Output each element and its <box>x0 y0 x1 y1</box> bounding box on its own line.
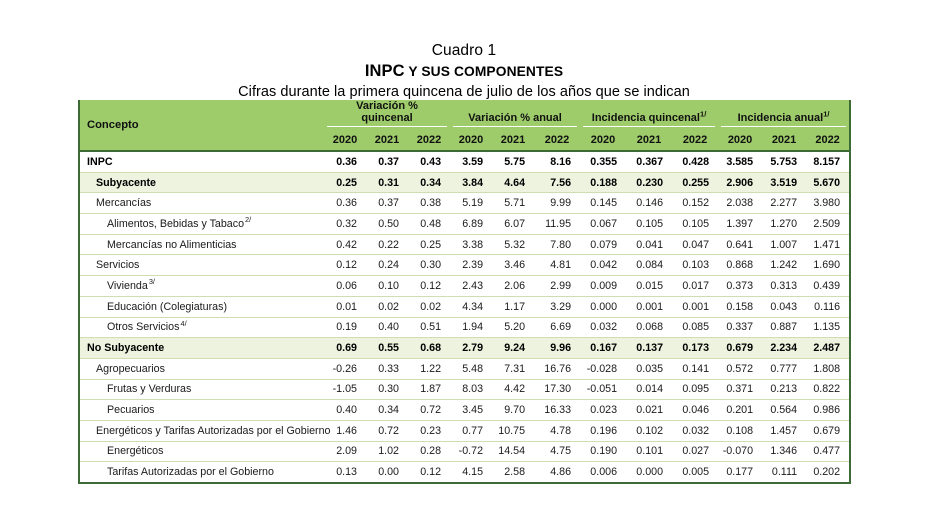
table-cell-value: 0.043 <box>762 296 806 317</box>
row-label-text: Energéticos <box>107 445 164 458</box>
row-label-text: Energéticos y Tarifas Autorizadas por el Gobierno <box>96 424 331 437</box>
table-cell-value: 0.37 <box>366 193 408 214</box>
footnote-ref-incidencia-quincenal: 1/ <box>699 109 707 119</box>
table-cell-value: 5.75 <box>492 151 534 172</box>
table-cell-value: 4.81 <box>534 255 580 276</box>
table-cell-value: 0.202 <box>806 462 850 483</box>
table-cell-value: 0.102 <box>626 420 672 441</box>
table-cell-value: -0.051 <box>580 379 626 400</box>
page-title-acronym: INPC <box>364 62 405 80</box>
table-cell-value: 8.157 <box>806 151 850 172</box>
column-group-incidencia-anual-label <box>721 109 846 127</box>
table-cell-value: 0.001 <box>626 296 672 317</box>
table-cell-value: 7.56 <box>534 172 580 193</box>
table-cell-value: 8.16 <box>534 151 580 172</box>
table-cell-value: 0.014 <box>626 379 672 400</box>
row-label <box>79 338 324 359</box>
table-cell-value: 0.01 <box>324 296 366 317</box>
table-cell-value: 5.32 <box>492 234 534 255</box>
inpc-table <box>78 100 851 484</box>
table-cell-value: 0.12 <box>324 255 366 276</box>
column-header-year-6: 2022 <box>534 129 580 151</box>
table-row <box>79 379 850 400</box>
table-cell-value: 0.371 <box>718 379 762 400</box>
document-titles <box>0 41 928 102</box>
table-row <box>79 317 850 338</box>
table-cell-value: 0.023 <box>580 400 626 421</box>
table-cell-value: 0.42 <box>324 234 366 255</box>
table-cell-value: 0.72 <box>366 420 408 441</box>
table-cell-value: 0.367 <box>626 151 672 172</box>
table-cell-value: 0.23 <box>408 420 450 441</box>
table-cell-value: 1.346 <box>762 441 806 462</box>
table-cell-value: 0.887 <box>762 317 806 338</box>
table-cell-value: 0.145 <box>580 193 626 214</box>
table-cell-value: 0.31 <box>366 172 408 193</box>
page-subtitle: Cifras durante la primera quincena de julio de los años que se indican <box>238 84 690 100</box>
table-cell-value: 0.12 <box>408 462 450 483</box>
column-group-incidencia-anual <box>718 100 850 129</box>
table-cell-value: 5.48 <box>450 358 492 379</box>
table-cell-value: 0.36 <box>324 193 366 214</box>
table-cell-value: 4.64 <box>492 172 534 193</box>
table-row <box>79 214 850 235</box>
table-cell-value: 0.24 <box>366 255 408 276</box>
table-cell-value: 0.30 <box>408 255 450 276</box>
table-cell-value: 0.006 <box>580 462 626 483</box>
row-label-text: Educación (Colegiaturas) <box>107 300 227 313</box>
table-cell-value: -1.05 <box>324 379 366 400</box>
table-cell-value: 0.173 <box>672 338 718 359</box>
table-cell-value: 0.32 <box>324 214 366 235</box>
row-label-text: No Subyacente <box>87 342 165 355</box>
table-cell-value: 17.30 <box>534 379 580 400</box>
table-cell-value: 3.519 <box>762 172 806 193</box>
column-group-incidencia-quincenal-label <box>583 109 715 127</box>
table-cell-value: 0.046 <box>672 400 718 421</box>
table-cell-value: 0.095 <box>672 379 718 400</box>
table-cell-value: 6.07 <box>492 214 534 235</box>
table-cell-value: 3.45 <box>450 400 492 421</box>
table-cell-value: 0.085 <box>672 317 718 338</box>
column-header-year-10: 2020 <box>718 129 762 151</box>
table-cell-value: 0.43 <box>408 151 450 172</box>
incidencia-quincenal-text: Incidencia quincenal <box>591 112 700 124</box>
column-header-year-5: 2021 <box>492 129 534 151</box>
table-cell-value: 0.084 <box>626 255 672 276</box>
table-cell-value: 0.34 <box>408 172 450 193</box>
row-label-text: Pecuarios <box>107 404 155 417</box>
table-cell-value: 0.00 <box>366 462 408 483</box>
table-cell-value: 1.02 <box>366 441 408 462</box>
table-cell-value: 0.313 <box>762 276 806 297</box>
table-cell-value: 1.135 <box>806 317 850 338</box>
table-cell-value: 11.95 <box>534 214 580 235</box>
table-cell-value: 1.007 <box>762 234 806 255</box>
footnote-ref: 2/ <box>245 215 252 225</box>
table-cell-value: 5.670 <box>806 172 850 193</box>
table-cell-value: 2.06 <box>492 276 534 297</box>
table-cell-value: 0.141 <box>672 358 718 379</box>
table-cell-value: 0.103 <box>672 255 718 276</box>
row-label <box>79 400 324 421</box>
table-cell-value: 0.50 <box>366 214 408 235</box>
table-cell-value: 0.19 <box>324 317 366 338</box>
table-cell-value: 0.68 <box>408 338 450 359</box>
table-cell-value: 0.48 <box>408 214 450 235</box>
column-header-year-11: 2021 <box>762 129 806 151</box>
table-cell-value: 0.137 <box>626 338 672 359</box>
footnote-ref: 3/ <box>148 277 155 287</box>
table-cell-value: 0.015 <box>626 276 672 297</box>
table-cell-value: 7.80 <box>534 234 580 255</box>
row-label-text: Otros Servicios <box>107 321 180 334</box>
table-cell-value: 3.29 <box>534 296 580 317</box>
table-cell-value: 4.86 <box>534 462 580 483</box>
table-cell-value: 14.54 <box>492 441 534 462</box>
table-row <box>79 276 850 297</box>
table-cell-value: 0.36 <box>324 151 366 172</box>
row-label <box>79 441 324 462</box>
table-cell-value: 0.40 <box>324 400 366 421</box>
column-header-year-2: 2021 <box>366 129 408 151</box>
table-cell-value: 8.03 <box>450 379 492 400</box>
table-cell-value: 9.24 <box>492 338 534 359</box>
table-row <box>79 255 850 276</box>
table-cell-value: 0.000 <box>580 296 626 317</box>
table-cell-value: 0.021 <box>626 400 672 421</box>
column-group-variacion-anual-label: Variación % anual <box>453 112 577 127</box>
table-cell-value: 6.69 <box>534 317 580 338</box>
table-cell-value: -0.72 <box>450 441 492 462</box>
table-cell-value: 0.868 <box>718 255 762 276</box>
table-cell-value: 3.980 <box>806 193 850 214</box>
table-cell-value: 5.71 <box>492 193 534 214</box>
table-cell-value: 7.31 <box>492 358 534 379</box>
table-cell-value: 16.33 <box>534 400 580 421</box>
table-cell-value: 10.75 <box>492 420 534 441</box>
table-cell-value: 0.213 <box>762 379 806 400</box>
column-group-variacion-quincenal <box>324 100 450 129</box>
table-cell-value: 0.30 <box>366 379 408 400</box>
table-cell-value: 0.177 <box>718 462 762 483</box>
table-cell-value: 0.000 <box>626 462 672 483</box>
table-cell-value: 2.58 <box>492 462 534 483</box>
column-header-concepto: Concepto <box>79 100 324 151</box>
table-row <box>79 358 850 379</box>
table-cell-value: 0.06 <box>324 276 366 297</box>
table-row <box>79 193 850 214</box>
table-cell-value: 3.585 <box>718 151 762 172</box>
page-title <box>0 61 928 82</box>
table-cell-value: -0.028 <box>580 358 626 379</box>
table-cell-value: 0.009 <box>580 276 626 297</box>
table-cell-value: 1.808 <box>806 358 850 379</box>
table-cell-value: 0.027 <box>672 441 718 462</box>
table-cell-value: 2.39 <box>450 255 492 276</box>
table-cell-value: 0.068 <box>626 317 672 338</box>
table-cell-value: 0.079 <box>580 234 626 255</box>
table-cell-value: 0.22 <box>366 234 408 255</box>
table-cell-value: 4.75 <box>534 441 580 462</box>
table-cell-value: 0.017 <box>672 276 718 297</box>
table-cell-value: 0.001 <box>672 296 718 317</box>
table-cell-value: 0.679 <box>718 338 762 359</box>
table-cell-value: 0.196 <box>580 420 626 441</box>
table-row <box>79 338 850 359</box>
row-label <box>79 234 324 255</box>
table-cell-value: 0.10 <box>366 276 408 297</box>
table-cell-value: 1.46 <box>324 420 366 441</box>
table-cell-value: 1.397 <box>718 214 762 235</box>
table-cell-value: 0.679 <box>806 420 850 441</box>
table-cell-value: 0.101 <box>626 441 672 462</box>
table-cell-value: 0.035 <box>626 358 672 379</box>
table-cell-value: 0.255 <box>672 172 718 193</box>
table-cell-value: 0.201 <box>718 400 762 421</box>
row-label <box>79 358 324 379</box>
table-cell-value: 0.032 <box>580 317 626 338</box>
table-number-label: Cuadro 1 <box>431 42 497 59</box>
table-cell-value: 0.72 <box>408 400 450 421</box>
table-cell-value: 0.146 <box>626 193 672 214</box>
table-cell-value: 1.471 <box>806 234 850 255</box>
table-cell-value: 0.477 <box>806 441 850 462</box>
table-row <box>79 151 850 172</box>
row-label-text: Frutas y Verduras <box>107 383 192 396</box>
table-cell-value: 0.067 <box>580 214 626 235</box>
table-cell-value: 1.457 <box>762 420 806 441</box>
table-cell-value: 5.19 <box>450 193 492 214</box>
footnote-ref-incidencia-anual: 1/ <box>823 109 830 119</box>
row-label-text: Vivienda <box>107 279 148 292</box>
table-cell-value: 3.38 <box>450 234 492 255</box>
table-cell-value: 0.042 <box>580 255 626 276</box>
table-cell-value: 0.986 <box>806 400 850 421</box>
table-cell-value: 4.78 <box>534 420 580 441</box>
column-header-year-8: 2021 <box>626 129 672 151</box>
table-cell-value: 0.108 <box>718 420 762 441</box>
row-label <box>79 296 324 317</box>
table-cell-value: 0.439 <box>806 276 850 297</box>
table-cell-value: 0.373 <box>718 276 762 297</box>
table-cell-value: 1.242 <box>762 255 806 276</box>
table-cell-value: 0.158 <box>718 296 762 317</box>
table-cell-value: 2.509 <box>806 214 850 235</box>
inpc-table-container <box>78 100 843 484</box>
table-cell-value: 2.43 <box>450 276 492 297</box>
table-cell-value: 0.33 <box>366 358 408 379</box>
table-cell-value: 0.190 <box>580 441 626 462</box>
row-label <box>79 151 324 172</box>
table-cell-value: 0.34 <box>366 400 408 421</box>
table-header <box>79 100 850 151</box>
row-label <box>79 420 331 441</box>
table-cell-value: 0.55 <box>366 338 408 359</box>
column-header-year-1: 2020 <box>324 129 366 151</box>
table-cell-value: 0.641 <box>718 234 762 255</box>
table-cell-value: 0.116 <box>806 296 850 317</box>
table-cell-value: 0.105 <box>672 214 718 235</box>
table-cell-value: 0.188 <box>580 172 626 193</box>
row-label <box>79 172 324 193</box>
row-label-text: Servicios <box>96 259 140 272</box>
table-cell-value: 0.152 <box>672 193 718 214</box>
table-cell-value: 4.34 <box>450 296 492 317</box>
table-cell-value: 1.690 <box>806 255 850 276</box>
table-cell-value: 1.17 <box>492 296 534 317</box>
table-cell-value: 0.51 <box>408 317 450 338</box>
table-row <box>79 462 850 483</box>
table-cell-value: 4.42 <box>492 379 534 400</box>
table-cell-value: 0.69 <box>324 338 366 359</box>
row-label <box>79 379 324 400</box>
table-row <box>79 296 850 317</box>
table-cell-value: 0.041 <box>626 234 672 255</box>
table-cell-value: 4.15 <box>450 462 492 483</box>
row-label <box>79 193 324 214</box>
row-label-text: Alimentos, Bebidas y Tabaco <box>107 217 245 230</box>
page-title-rest: Y SUS COMPONENTES <box>404 64 564 79</box>
table-cell-value: 2.038 <box>718 193 762 214</box>
table-cell-value: 5.20 <box>492 317 534 338</box>
table-cell-value: 2.09 <box>324 441 366 462</box>
row-label <box>79 255 324 276</box>
table-cell-value: 0.25 <box>324 172 366 193</box>
column-header-year-3: 2022 <box>408 129 450 151</box>
table-cell-value: 0.337 <box>718 317 762 338</box>
incidencia-anual-text: Incidencia anual <box>737 112 824 124</box>
row-label <box>79 214 324 235</box>
row-label-text: INPC <box>87 155 113 168</box>
table-cell-value: 0.28 <box>408 441 450 462</box>
table-cell-value: 2.234 <box>762 338 806 359</box>
table-cell-value: 9.96 <box>534 338 580 359</box>
table-cell-value: 0.38 <box>408 193 450 214</box>
table-row <box>79 234 850 255</box>
column-group-incidencia-quincenal <box>580 100 718 129</box>
table-cell-value: 2.277 <box>762 193 806 214</box>
row-label-text: Mercancías no Alimenticias <box>107 238 237 251</box>
row-label <box>79 276 324 297</box>
table-cell-value: 0.777 <box>762 358 806 379</box>
table-cell-value: 16.76 <box>534 358 580 379</box>
header-group-row <box>79 100 850 129</box>
table-body <box>79 151 850 483</box>
table-cell-value: 0.572 <box>718 358 762 379</box>
table-cell-value: 1.87 <box>408 379 450 400</box>
table-cell-value: 5.753 <box>762 151 806 172</box>
column-header-year-7: 2020 <box>580 129 626 151</box>
footnote-ref: 4/ <box>180 318 187 328</box>
table-cell-value: 0.02 <box>408 296 450 317</box>
table-cell-value: 0.105 <box>626 214 672 235</box>
table-cell-value: 0.428 <box>672 151 718 172</box>
table-cell-value: 0.25 <box>408 234 450 255</box>
table-row <box>79 420 850 441</box>
table-cell-value: 3.46 <box>492 255 534 276</box>
column-header-year-9: 2022 <box>672 129 718 151</box>
table-cell-value: 1.270 <box>762 214 806 235</box>
table-cell-value: 0.40 <box>366 317 408 338</box>
table-cell-value: 0.032 <box>672 420 718 441</box>
table-cell-value: 0.37 <box>366 151 408 172</box>
row-label-text: Agropecuarios <box>96 362 165 375</box>
table-cell-value: 0.12 <box>408 276 450 297</box>
table-cell-value: 2.99 <box>534 276 580 297</box>
row-label <box>79 317 324 338</box>
table-cell-value: 9.70 <box>492 400 534 421</box>
table-row <box>79 441 850 462</box>
table-cell-value: 3.59 <box>450 151 492 172</box>
table-row <box>79 400 850 421</box>
table-cell-value: 2.487 <box>806 338 850 359</box>
table-cell-value: 9.99 <box>534 193 580 214</box>
column-header-year-12: 2022 <box>806 129 850 151</box>
table-cell-value: 6.89 <box>450 214 492 235</box>
table-cell-value: 2.906 <box>718 172 762 193</box>
table-cell-value: 0.230 <box>626 172 672 193</box>
table-cell-value: 0.167 <box>580 338 626 359</box>
table-cell-value: -0.26 <box>324 358 366 379</box>
row-label-text: Tarifas Autorizadas por el Gobierno <box>107 466 274 479</box>
table-row <box>79 172 850 193</box>
row-label <box>79 462 324 483</box>
column-group-variacion-quincenal-label: Variación % quincenal <box>327 100 447 127</box>
table-cell-value: 3.84 <box>450 172 492 193</box>
table-cell-value: 0.355 <box>580 151 626 172</box>
table-cell-value: 0.822 <box>806 379 850 400</box>
table-cell-value: 0.564 <box>762 400 806 421</box>
table-cell-value: 0.77 <box>450 420 492 441</box>
column-group-variacion-anual <box>450 100 580 129</box>
table-cell-value: 1.22 <box>408 358 450 379</box>
table-cell-value: 1.94 <box>450 317 492 338</box>
table-cell-value: 0.13 <box>324 462 366 483</box>
row-label-text: Subyacente <box>96 176 156 189</box>
table-cell-value: 0.02 <box>366 296 408 317</box>
table-cell-value: -0.070 <box>718 441 762 462</box>
table-cell-value: 0.111 <box>762 462 806 483</box>
row-label-text: Mercancías <box>96 197 152 210</box>
table-cell-value: 2.79 <box>450 338 492 359</box>
table-cell-value: 0.005 <box>672 462 718 483</box>
table-cell-value: 0.047 <box>672 234 718 255</box>
column-header-year-4: 2020 <box>450 129 492 151</box>
